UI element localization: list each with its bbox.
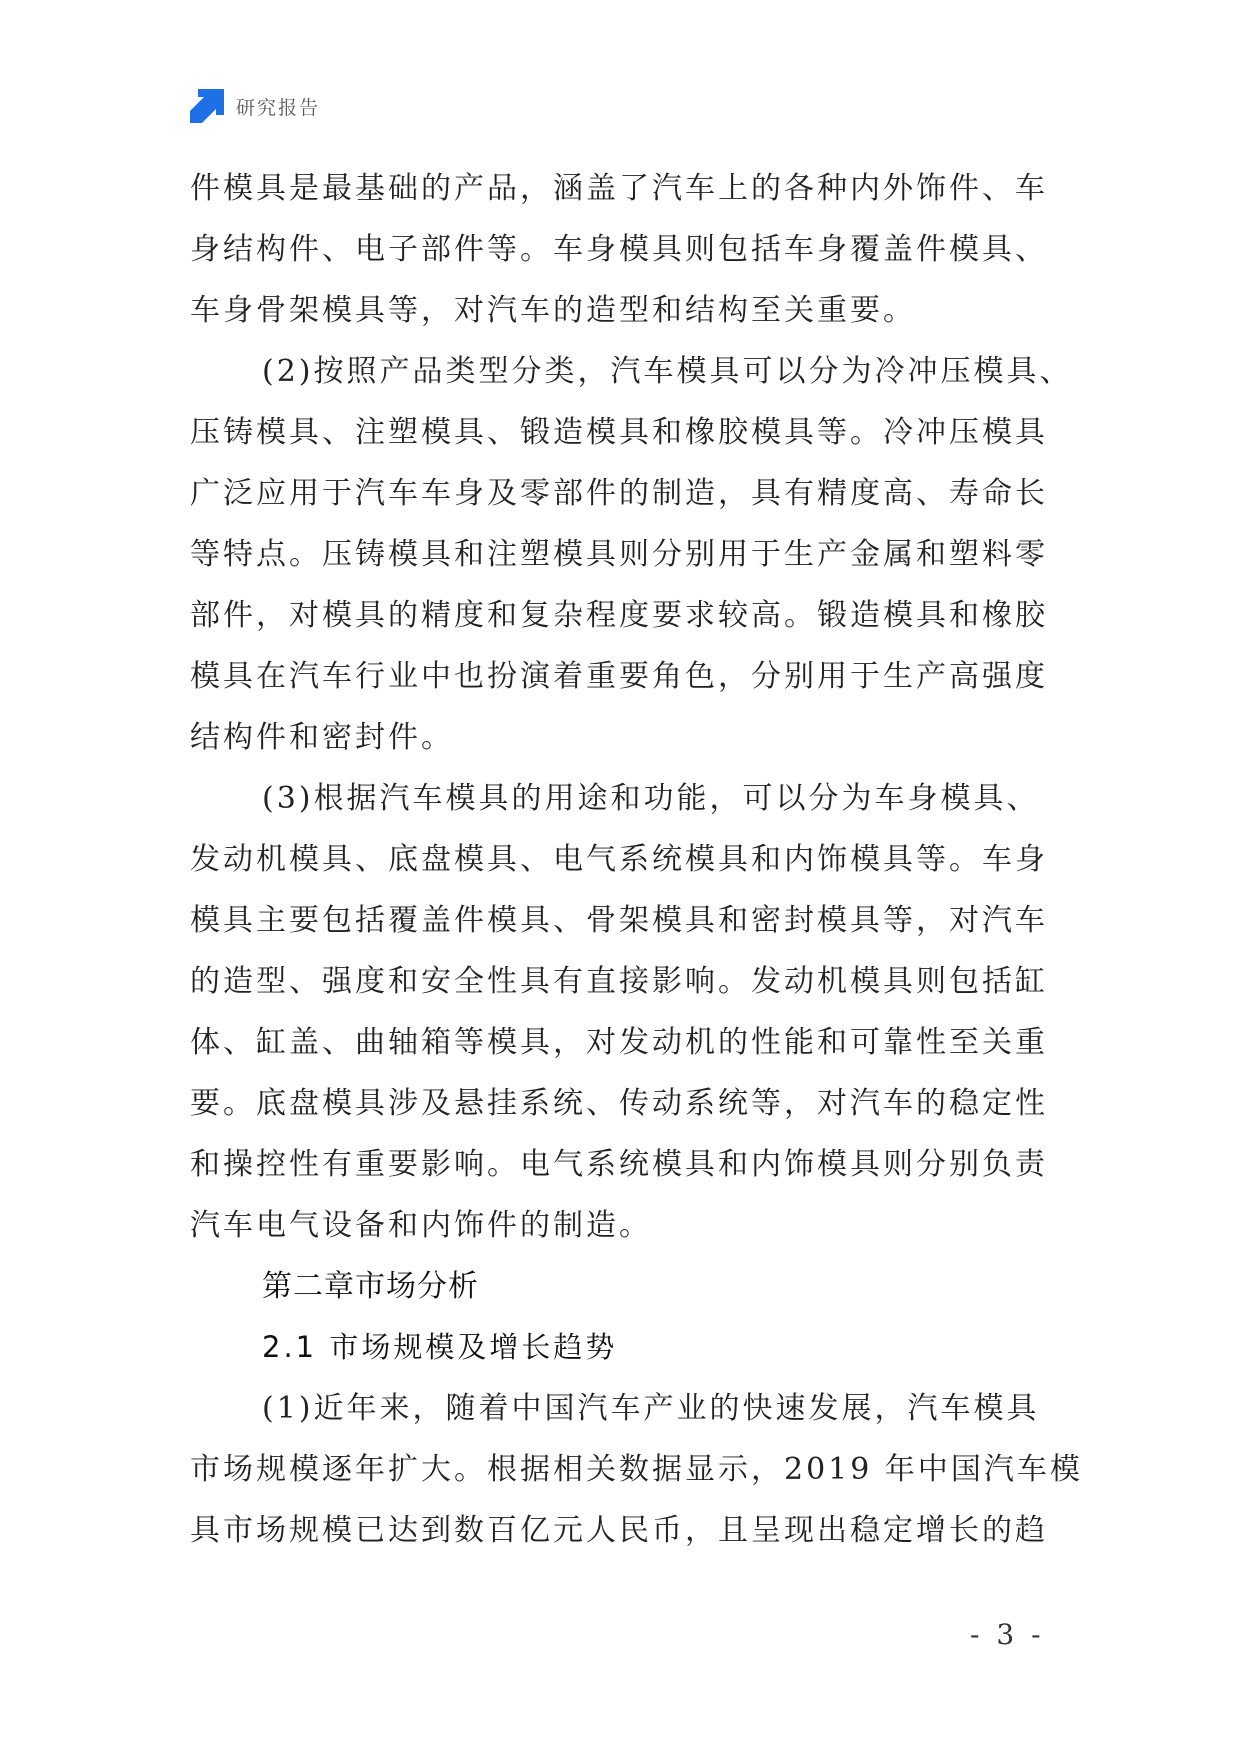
chapter-heading: 第二章市场分析 [262, 1269, 479, 1304]
arrow-up-right-logo-icon [190, 89, 224, 123]
page-number: - 3 - [970, 1618, 1045, 1651]
paragraph-line: 市场规模逐年扩大。根据相关数据显示，2019 年中国汽车模 [190, 1452, 1083, 1487]
paragraph-line: 要。底盘模具涉及悬挂系统、传动系统等，对汽车的稳定性 [190, 1086, 1048, 1121]
paragraph-line: 模具主要包括覆盖件模具、骨架模具和密封模具等，对汽车 [190, 903, 1048, 938]
paragraph-line: (2)按照产品类型分类，汽车模具可以分为冷冲压模具、 [262, 354, 1073, 389]
document-body [190, 158, 1083, 1561]
section-heading: 2.1 市场规模及增长趋势 [262, 1330, 618, 1364]
paragraph-line: (3)根据汽车模具的用途和功能，可以分为车身模具、 [262, 781, 1040, 816]
paragraph-line: 发动机模具、底盘模具、电气系统模具和内饰模具等。车身 [190, 842, 1048, 877]
paragraph-line: 结构件和密封件。 [190, 720, 454, 755]
paragraph-line: 广泛应用于汽车车身及零部件的制造，具有精度高、寿命长 [190, 476, 1048, 511]
paragraph-line: 的造型、强度和安全性具有直接影响。发动机模具则包括缸 [190, 964, 1048, 999]
paragraph-line: 件模具是最基础的产品，涵盖了汽车上的各种内外饰件、车 [190, 171, 1048, 206]
paragraph-line: 车身骨架模具等，对汽车的造型和结构至关重要。 [190, 293, 916, 328]
paragraph-line: 具市场规模已达到数百亿元人民币，且呈现出稳定增长的趋 [190, 1513, 1048, 1548]
paragraph-line: 等特点。压铸模具和注塑模具则分别用于生产金属和塑料零 [190, 537, 1048, 572]
paragraph-line: 汽车电气设备和内饰件的制造。 [190, 1208, 652, 1243]
paragraph-line: 身结构件、电子部件等。车身模具则包括车身覆盖件模具、 [190, 232, 1048, 267]
report-header [190, 88, 320, 124]
paragraph-line: 体、缸盖、曲轴箱等模具，对发动机的性能和可靠性至关重 [190, 1025, 1048, 1060]
header-title: 研究报告 [236, 96, 321, 119]
paragraph-line: (1)近年来，随着中国汽车产业的快速发展，汽车模具 [262, 1391, 1040, 1426]
paragraph-line: 部件，对模具的精度和复杂程度要求较高。锻造模具和橡胶 [190, 598, 1048, 633]
paragraph-line: 模具在汽车行业中也扮演着重要角色，分别用于生产高强度 [190, 659, 1048, 694]
paragraph-line: 压铸模具、注塑模具、锻造模具和橡胶模具等。冷冲压模具 [190, 415, 1048, 450]
paragraph-line: 和操控性有重要影响。电气系统模具和内饰模具则分别负责 [190, 1147, 1048, 1182]
